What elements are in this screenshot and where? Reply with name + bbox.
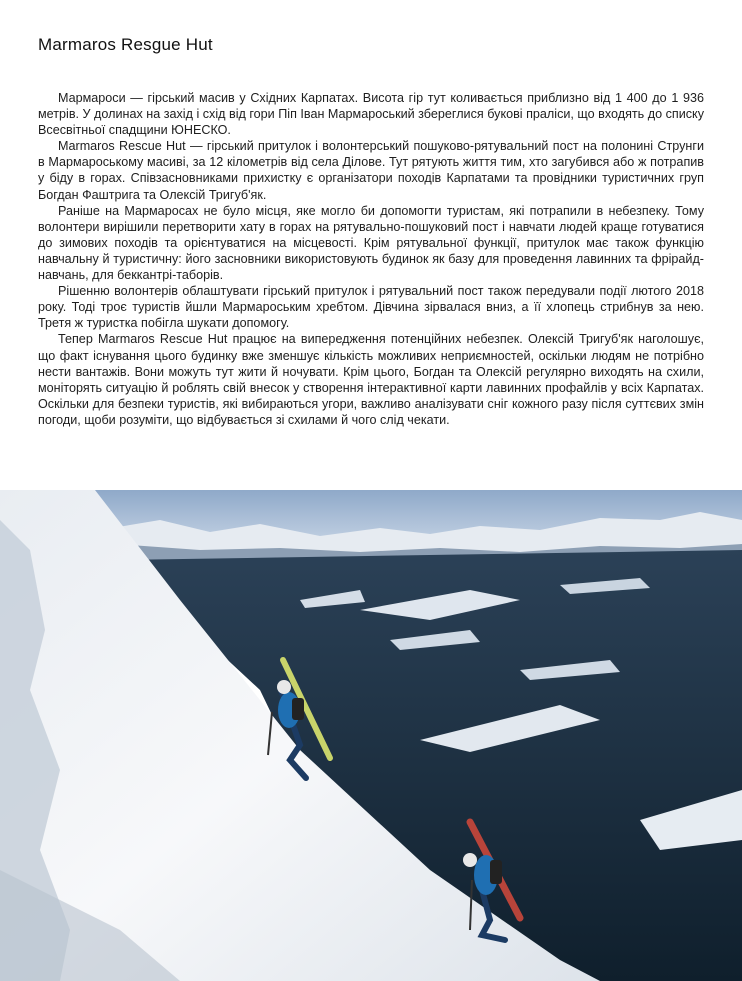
paragraph: Тепер Marmaros Rescue Hut працює на випередження потенційних небезпек. Олексій Тригуб'як наголошує, що факт існування цього будинку вже зменшує кількість можливих неприємностей, оскільки людям не потрібно нести вантажів. Вони можуть тут жити й ночувати. Крім цього, Богдан та Олексій регулярно виходять на схили, моніторять ситуацію й роблять свій внесок у створення інтерактивної карти лавинних профайлів у всіх Карпатах. Оскільки для безпеки туристів, які вибираються угори, важливо аналізувати сніг кожного разу після суттєвих змін погоди, щоби розуміти, що відбувається зі схилами й чого слід чекати. [38,332,704,427]
paragraph: Marmaros Rescue Hut — гірський притулок і волонтерський пошуково-рятувальний пост на полонині Струнги в Мармароському масиві, за 12 кілометрів від села Ділове. Тут рятують життя тим, хто загубився або ж потрапив у біду в горах. Співзасновниками прихистку є організатори походів Карпатами та провідники туристичних груп Богдан Фаштрига та Олексій Тригуб'як. [38,139,704,202]
page-title: Marmaros Resgue Hut [38,35,213,54]
mountain-photo [0,490,742,981]
paragraph: Мармароси — гірський масив у Східних Карпатах. Висота гір тут коливається приблизно від 1 400 до 1 936 метрів. У долинах на захід і схід від гори Піп Іван Мармароський збереглися букові праліси, що входять до списку Всесвітньої спадщини ЮНЕСКО. [38,91,704,138]
paragraph: Рішенню волонтерів облаштувати гірський притулок і рятувальний пост також передували події лютого 2018 року. Тоді троє туристів йшли Мармароським хребтом. Дівчина зірвалася вниз, а її хлопець стрибнув за нею. Третя ж туристка побігла шукати допомогу. [38,284,704,331]
article-body [38,90,704,428]
paragraph: Раніше на Мармаросах не було місця, яке могло би допомогти туристам, які потрапили в небезпеку. Тому волонтери вирішили перетворити хату в горах на рятувально-пошуковий пост і навчати людей краще готуватися до зимових походів та орієнтуватися на місцевості. Крім рятувальної функції, притулок має також функцію навчальну й туристичну: його засновники використовують будинок як базу для проведення лавинних та фрірайд-навчань, для беккантрі-таборів. [38,203,704,283]
